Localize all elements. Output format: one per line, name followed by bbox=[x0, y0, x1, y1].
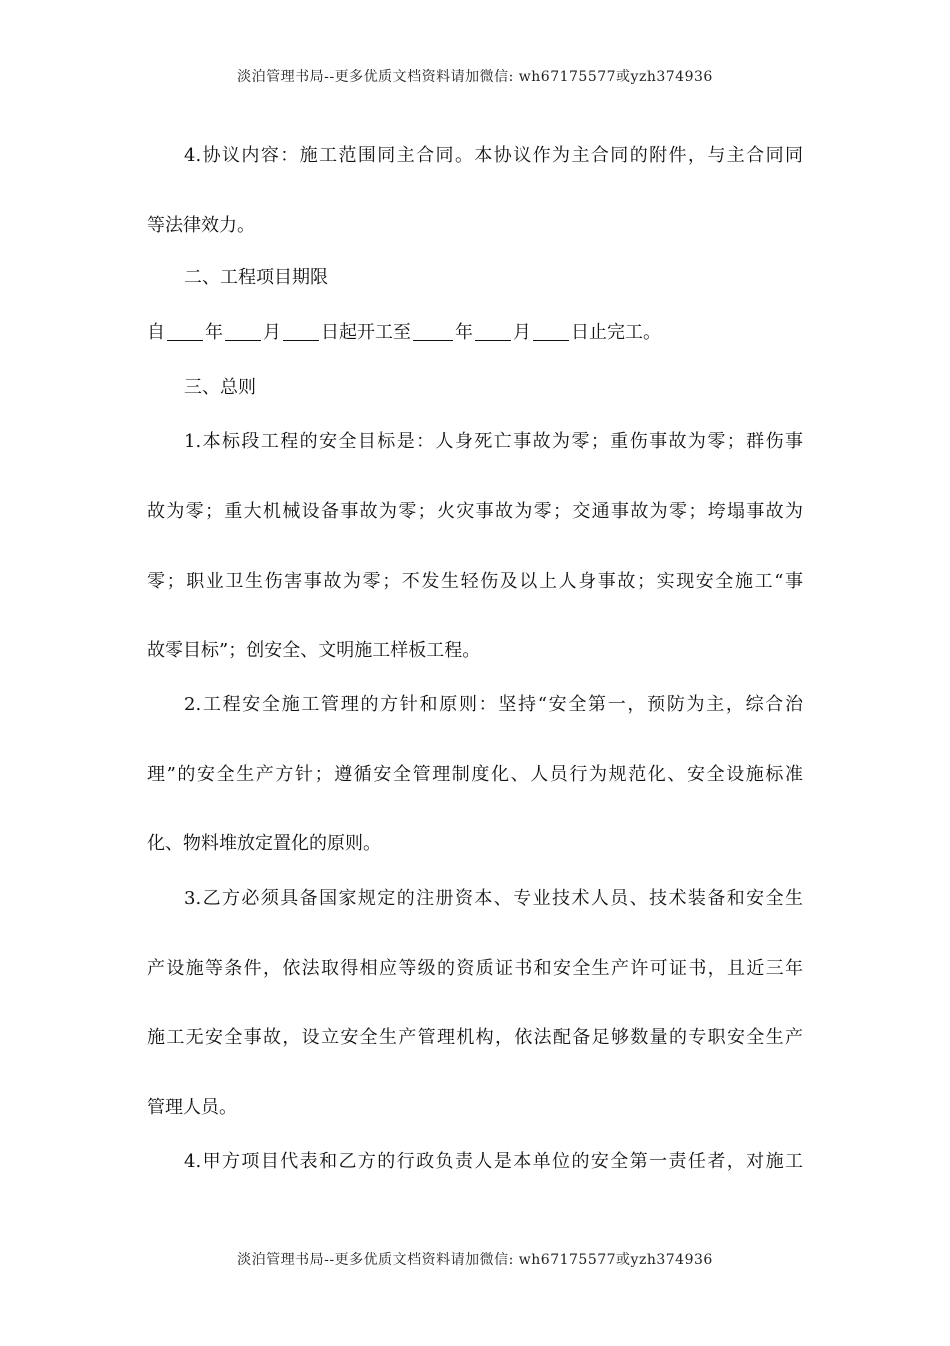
section-heading: 三、总则 bbox=[184, 377, 256, 398]
paragraph-line: 4.甲方项目代表和乙方的行政负责人是本单位的安全第一责任者，对施工 bbox=[184, 1151, 803, 1172]
paragraph-line: 2.工程安全施工管理的方针和原则：坚持“安全第一，预防为主，综合治 bbox=[184, 694, 803, 715]
paragraph-line: 1.本标段工程的安全目标是：人身死亡事故为零；重伤事故为零；群伤事 bbox=[184, 431, 803, 452]
page-header: 淡泊管理书局--更多优质文档资料请加微信: wh67175577或yzh374936 bbox=[237, 69, 713, 85]
paragraph-line: 施工无安全事故，设立安全生产管理机构，依法配备足够数量的专职安全生产 bbox=[147, 1027, 803, 1048]
paragraph-line: 产设施等条件，依法取得相应等级的资质证书和安全生产许可证书，且近三年 bbox=[147, 958, 803, 979]
period-month: 月 bbox=[263, 322, 281, 343]
period-start-text: 日起开工至 bbox=[321, 322, 411, 343]
section-heading: 二、工程项目期限 bbox=[184, 267, 328, 288]
page-footer: 淡泊管理书局--更多优质文档资料请加微信: wh67175577或yzh374936 bbox=[237, 1252, 713, 1268]
blank-day-start bbox=[283, 322, 319, 341]
period-year: 年 bbox=[205, 322, 223, 343]
paragraph-line: 故为零；重大机械设备事故为零；火灾事故为零；交通事故为零；垮塌事故为 bbox=[147, 501, 803, 522]
blank-year-end bbox=[413, 322, 453, 341]
blank-month-end bbox=[475, 322, 511, 341]
paragraph-line: 零；职业卫生伤害事故为零；不发生轻伤及以上人身事故；实现安全施工“事 bbox=[147, 571, 803, 592]
paragraph-line: 管理人员。 bbox=[147, 1097, 237, 1118]
blank-year-start bbox=[167, 322, 203, 341]
paragraph-line: 等法律效力。 bbox=[147, 215, 255, 236]
blank-month-start bbox=[225, 322, 261, 341]
project-period-line bbox=[147, 318, 803, 344]
paragraph-line: 3.乙方必须具备国家规定的注册资本、专业技术人员、技术装备和安全生 bbox=[184, 888, 803, 909]
period-end-text: 日止完工。 bbox=[571, 322, 661, 343]
period-year: 年 bbox=[455, 322, 473, 343]
blank-day-end bbox=[533, 322, 569, 341]
paragraph-line: 理”的安全生产方针；遵循安全管理制度化、人员行为规范化、安全设施标准 bbox=[147, 764, 803, 785]
paragraph-line: 故零目标”；创安全、文明施工样板工程。 bbox=[147, 640, 481, 661]
paragraph-line: 4.协议内容：施工范围同主合同。本协议作为主合同的附件，与主合同同 bbox=[184, 145, 803, 166]
paragraph-line: 化、物料堆放定置化的原则。 bbox=[147, 833, 381, 854]
period-from: 自 bbox=[147, 322, 165, 343]
period-month: 月 bbox=[513, 322, 531, 343]
